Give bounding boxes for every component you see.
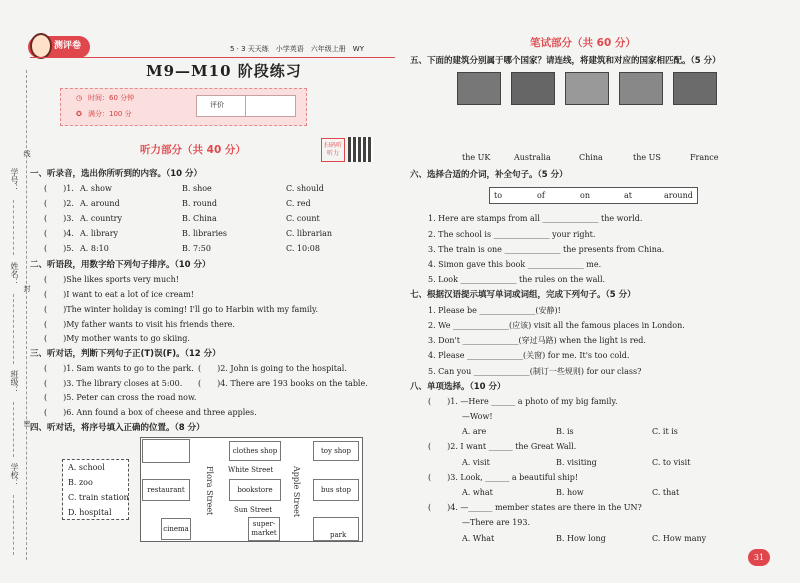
cut-word-line: 线 <box>23 150 31 157</box>
photo-building-2 <box>511 72 555 105</box>
s2-item-2[interactable]: ( )I want to eat a lot of ice cream! <box>44 290 194 299</box>
s1-q2-a[interactable]: A. around <box>80 199 120 208</box>
map-apple-street: Apple Street <box>292 466 301 518</box>
s1-q1-a[interactable]: A. show <box>80 184 112 193</box>
listening-title: 听力部分（共 40 分） <box>140 144 246 156</box>
cut-line <box>26 70 27 560</box>
s1-q4-a[interactable]: A. library <box>80 229 119 238</box>
legend-hospital: D. hospital <box>68 508 112 517</box>
s1-q1-b[interactable]: B. shoe <box>182 184 212 193</box>
s8-q2-a[interactable]: A. visit <box>462 458 490 467</box>
country-uk[interactable]: the UK <box>462 153 491 162</box>
s7-heading: 七、根据汉语提示填写单词或词组，完成下列句子。（5 分） <box>410 290 636 300</box>
s1-q2-no[interactable]: ( )2. <box>44 199 74 208</box>
s1-q4-c[interactable]: C. librarian <box>286 229 333 238</box>
student-number-label: 学号： <box>10 168 19 192</box>
s8-q4[interactable]: ( )4. —______ member states are there in the UN? <box>428 503 642 512</box>
photo-building-4 <box>619 72 663 105</box>
s7-item-2[interactable]: 2. We ______________(应该) visit all the famous places in London. <box>428 321 685 330</box>
s6-item-4[interactable]: 4. Simon gave this book ______________ me. <box>428 260 602 269</box>
s1-q5-b[interactable]: B. 7:50 <box>182 244 211 253</box>
s1-q4-no[interactable]: ( )4. <box>44 229 74 238</box>
s1-q1-c[interactable]: C. should <box>286 184 324 193</box>
qr-code-icon[interactable] <box>348 137 373 162</box>
s1-q3-no[interactable]: ( )3. <box>44 214 74 223</box>
clock-icon: ◷ <box>76 94 83 102</box>
s8-q3-a[interactable]: A. what <box>462 488 493 497</box>
writing-title: 笔试部分（共 60 分） <box>530 37 636 49</box>
mascot-icon <box>30 33 52 59</box>
s1-q3-b[interactable]: B. China <box>182 214 217 223</box>
s7-item-3[interactable]: 3. Don't ______________(穿过马路) when the light is red. <box>428 336 646 345</box>
page-title: M9—M10 阶段练习 <box>146 62 302 80</box>
s8-q4-b[interactable]: B. How long <box>556 534 606 543</box>
s3-item-1[interactable]: ( )1. Sam wants to go to the park. <box>44 364 194 373</box>
s5-heading: 五、下面的建筑分别属于哪个国家？请连线，将建筑和对应的国家相匹配。（5 分） <box>410 56 721 66</box>
photo-building-3 <box>565 72 609 105</box>
cut-word-seal: 封 <box>23 285 31 292</box>
map-supermarket: super- market <box>248 517 280 541</box>
s8-q1-b[interactable]: B. is <box>556 427 574 436</box>
map-cinema: cinema <box>161 518 191 540</box>
word-around: around <box>664 191 693 200</box>
s8-q1-c[interactable]: C. it is <box>652 427 678 436</box>
s6-item-2[interactable]: 2. The school is ______________ your right. <box>428 230 596 239</box>
s8-heading: 八、单项选择。（10 分） <box>410 382 506 392</box>
s8-q2-c[interactable]: C. to visit <box>652 458 691 467</box>
s8-q3[interactable]: ( )3. Look, ______ a beautiful ship! <box>428 473 579 482</box>
s1-q4-b[interactable]: B. libraries <box>182 229 228 238</box>
cut-word-secret: 密 <box>23 420 31 427</box>
badge-text: 测评卷 <box>54 41 82 51</box>
s1-q3-c[interactable]: C. count <box>286 214 320 223</box>
s1-q2-c[interactable]: C. red <box>286 199 311 208</box>
photo-building-5 <box>673 72 717 105</box>
s2-item-5[interactable]: ( )My mother wants to go skiing. <box>44 334 190 343</box>
s2-item-3[interactable]: ( )The winter holiday is coming! I'll go to Harbin with my family. <box>44 305 319 314</box>
s2-heading: 二、听语段，用数字给下列句子排序。（10 分） <box>30 260 211 270</box>
time-limit: 时间：60 分钟 <box>88 94 135 102</box>
page-number: 31 <box>748 549 770 566</box>
s8-q3-b[interactable]: B. how <box>556 488 584 497</box>
word-to: to <box>494 191 503 200</box>
student-number-line <box>13 200 14 255</box>
class-label: 班级： <box>10 370 19 394</box>
s8-q1-reply: —Wow! <box>462 412 493 421</box>
s1-heading: 一、听录音，选出你所听到的内容。（10 分） <box>30 169 203 179</box>
s8-q4-reply: —There are 193. <box>462 518 531 527</box>
s8-q1[interactable]: ( )1. —Here ______ a photo of my big family. <box>428 397 618 406</box>
s7-item-4[interactable]: 4. Please ______________(关窗) for me. It's too cold. <box>428 351 630 360</box>
map-blank-1[interactable] <box>142 439 190 463</box>
map-flora-street: Flora Street <box>205 466 214 516</box>
s3-item-5[interactable]: ( )5. Peter can cross the road now. <box>44 393 197 402</box>
class-line <box>13 402 14 457</box>
s1-q2-b[interactable]: B. round <box>182 199 218 208</box>
grade-label: 评价 <box>210 101 224 109</box>
s3-item-6[interactable]: ( )6. Ann found a box of cheese and three apples. <box>44 408 257 417</box>
s2-item-4[interactable]: ( )My father wants to visit his friends there. <box>44 320 235 329</box>
school-label: 学校： <box>10 463 19 487</box>
s2-item-1[interactable]: ( )She likes sports very much! <box>44 275 179 284</box>
s8-q4-a[interactable]: A. What <box>462 534 495 543</box>
map-bus-stop: bus stop <box>313 479 359 501</box>
s4-heading: 四、听对话，将序号填入正确的位置。（8 分） <box>30 423 205 433</box>
s1-q5-c[interactable]: C. 10:08 <box>286 244 320 253</box>
word-of: of <box>537 191 545 200</box>
s3-heading: 三、听对话，判断下列句子正(T)误(F)。（12 分） <box>30 349 221 359</box>
school-line <box>13 495 14 555</box>
name-line <box>13 294 14 364</box>
name-label: 姓名： <box>10 262 19 286</box>
country-us[interactable]: the US <box>633 153 661 162</box>
map-park: park <box>330 531 347 539</box>
s6-item-5[interactable]: 5. Look ______________ the rules on the wall. <box>428 275 606 284</box>
word-on: on <box>580 191 590 200</box>
s3-item-4[interactable]: ( )4. There are 193 books on the table. <box>198 379 368 388</box>
photo-building-1 <box>457 72 501 105</box>
s1-q5-a[interactable]: A. 8:10 <box>80 244 109 253</box>
s8-q2[interactable]: ( )2. I want ______ the Great Wall. <box>428 442 577 451</box>
legend-school: A. school <box>68 463 105 472</box>
map-toy-shop: toy shop <box>313 441 359 461</box>
s1-q5-no[interactable]: ( )5. <box>44 244 74 253</box>
s8-q4-c[interactable]: C. How many <box>652 534 707 543</box>
s8-q2-b[interactable]: B. visiting <box>556 458 597 467</box>
country-china[interactable]: China <box>579 153 603 162</box>
series-info: 5 · 3 天天练 小学英语 六年级上册 WY <box>230 45 365 53</box>
s7-item-5[interactable]: 5. Can you ______________(制订一些规则) for our class? <box>428 367 642 376</box>
map-clothes-shop: clothes shop <box>229 441 281 461</box>
qr-label: 扫码听听力 <box>321 138 345 162</box>
map-bookstore: bookstore <box>229 479 281 501</box>
legend-zoo: B. zoo <box>68 478 93 487</box>
map-restaurant: restaurant <box>142 479 190 501</box>
word-at: at <box>624 191 632 200</box>
map-sun-street: Sun Street <box>234 506 273 514</box>
s3-item-2[interactable]: ( )2. John is going to the hospital. <box>198 364 347 373</box>
s6-item-1[interactable]: 1. Here are stamps from all ______________ the world. <box>428 214 643 223</box>
legend-train-station: C. train station <box>68 493 129 502</box>
header-rule <box>30 57 395 58</box>
full-score: 满分：100 分 <box>88 110 132 118</box>
s6-heading: 六、选择合适的介词，补全句子。（5 分） <box>410 170 568 180</box>
s8-q3-c[interactable]: C. that <box>652 488 680 497</box>
country-france[interactable]: France <box>690 153 719 162</box>
map-white-street: White Street <box>228 466 274 474</box>
star-icon: ✪ <box>76 110 82 118</box>
country-australia[interactable]: Australia <box>514 153 551 162</box>
s8-q1-a[interactable]: A. are <box>462 427 487 436</box>
s3-item-3[interactable]: ( )3. The library closes at 5:00. <box>44 379 183 388</box>
s1-q3-a[interactable]: A. country <box>80 214 123 223</box>
s1-q1-no[interactable]: ( )1. <box>44 184 74 193</box>
s7-item-1[interactable]: 1. Please be ______________(安静)! <box>428 306 561 315</box>
s6-item-3[interactable]: 3. The train is one ______________ the presents from China. <box>428 245 665 254</box>
